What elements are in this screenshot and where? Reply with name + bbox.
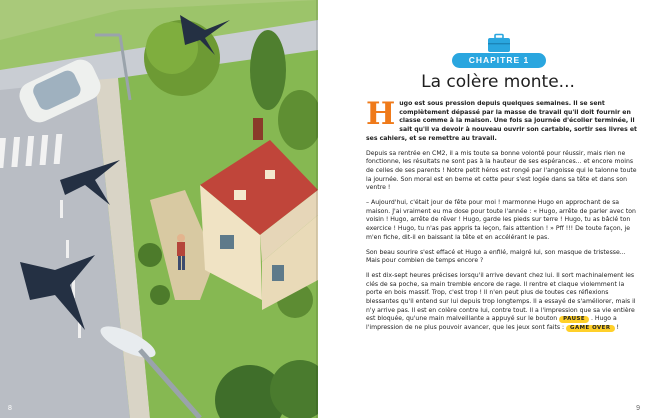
- paragraph-1: Hugo est sous pression depuis quelques semaines. Il se sent complètement dépassé par la masse de travail qu'il doit fournir en classe comme à la maison. Une fois sa journée d'écolier terminée, il sait qu'il va devoir à nouveau ouvrir son cartable, sortir ses livres et ses cahiers, et se remettre au travail.: [366, 96, 637, 142]
- pause-badge: PAUSE: [559, 316, 589, 323]
- game-over-badge: GAME OVER: [566, 325, 614, 332]
- street-illustration: [0, 0, 318, 418]
- chapter-title: La colère monte...: [421, 72, 575, 92]
- paragraph-5: Il est dix-sept heures précises lorsqu'il arrive devant chez lui. Il sort machinalement les clés de sa poche, sa main tremble encore de rage. Il rentre et claque violemment la porte en bois massif. Trop, c'est trop ! Il n'en peut plus de toutes ces réflexions blessantes qu'il entend sur lui depuis trop longtemps. Il a essayé de s'améliorer, mais il n'y arrive pas. Il est en colère contre lui, contre tout. Il a l'impression que sa vie entière est bloquée, qu'une main malveillante a appuyé sur le bouton PAUSE . Hugo a l'impression de ne plus pouvoir avancer, que les jeux sont faits : GAME OVER !: [366, 271, 636, 332]
- page-number-right: 9: [636, 405, 640, 412]
- illustration-page: [0, 0, 318, 418]
- text-page: [318, 0, 650, 418]
- drop-cap: H: [366, 96, 396, 132]
- paragraph-4: Son beau sourire s'est effacé et Hugo a enfilé, malgré lui, son masque de tristesse... Mais pour combien de temps encore ?: [366, 248, 626, 265]
- paragraph-3: – Aujourd'hui, c'était jour de fête pour moi ! marmonne Hugo en approchant de sa maison. J'ai vraiment eu ma dose pour toute l'année : « Hugo, arrête de parler avec ton voisin ! Hugo, arrête de rêver ! Hugo, garde les pieds sur terre ! Hugo, tu as bâclé ton exercice ! Hugo, tu n'as pas appris ta leçon, fais attention ! » Pff !!! De toute façon, je m'en fiche, dit-il en baissant la tête et en accélérant le pas.: [366, 199, 636, 241]
- paragraph-2: Depuis sa rentrée en CM2, il a mis toute sa bonne volonté pour réussir, mais rien ne fonctionne, les résultats ne sont pas à la hauteur de ses espérances... et encore moins de celles de ses parents ! Notre petit héros est rongé par l'angoisse qui le talonne toute la journée. Son moral est en berne et cette peur s'est logée dans sa tête et dans son ventre !: [366, 149, 637, 192]
- boy-figure: [177, 234, 185, 270]
- briefcase-icon: [486, 33, 512, 53]
- chapter-body: [366, 96, 638, 339]
- chapter-label: CHAPITRE 1: [452, 53, 546, 68]
- page-number-left: 8: [8, 405, 12, 412]
